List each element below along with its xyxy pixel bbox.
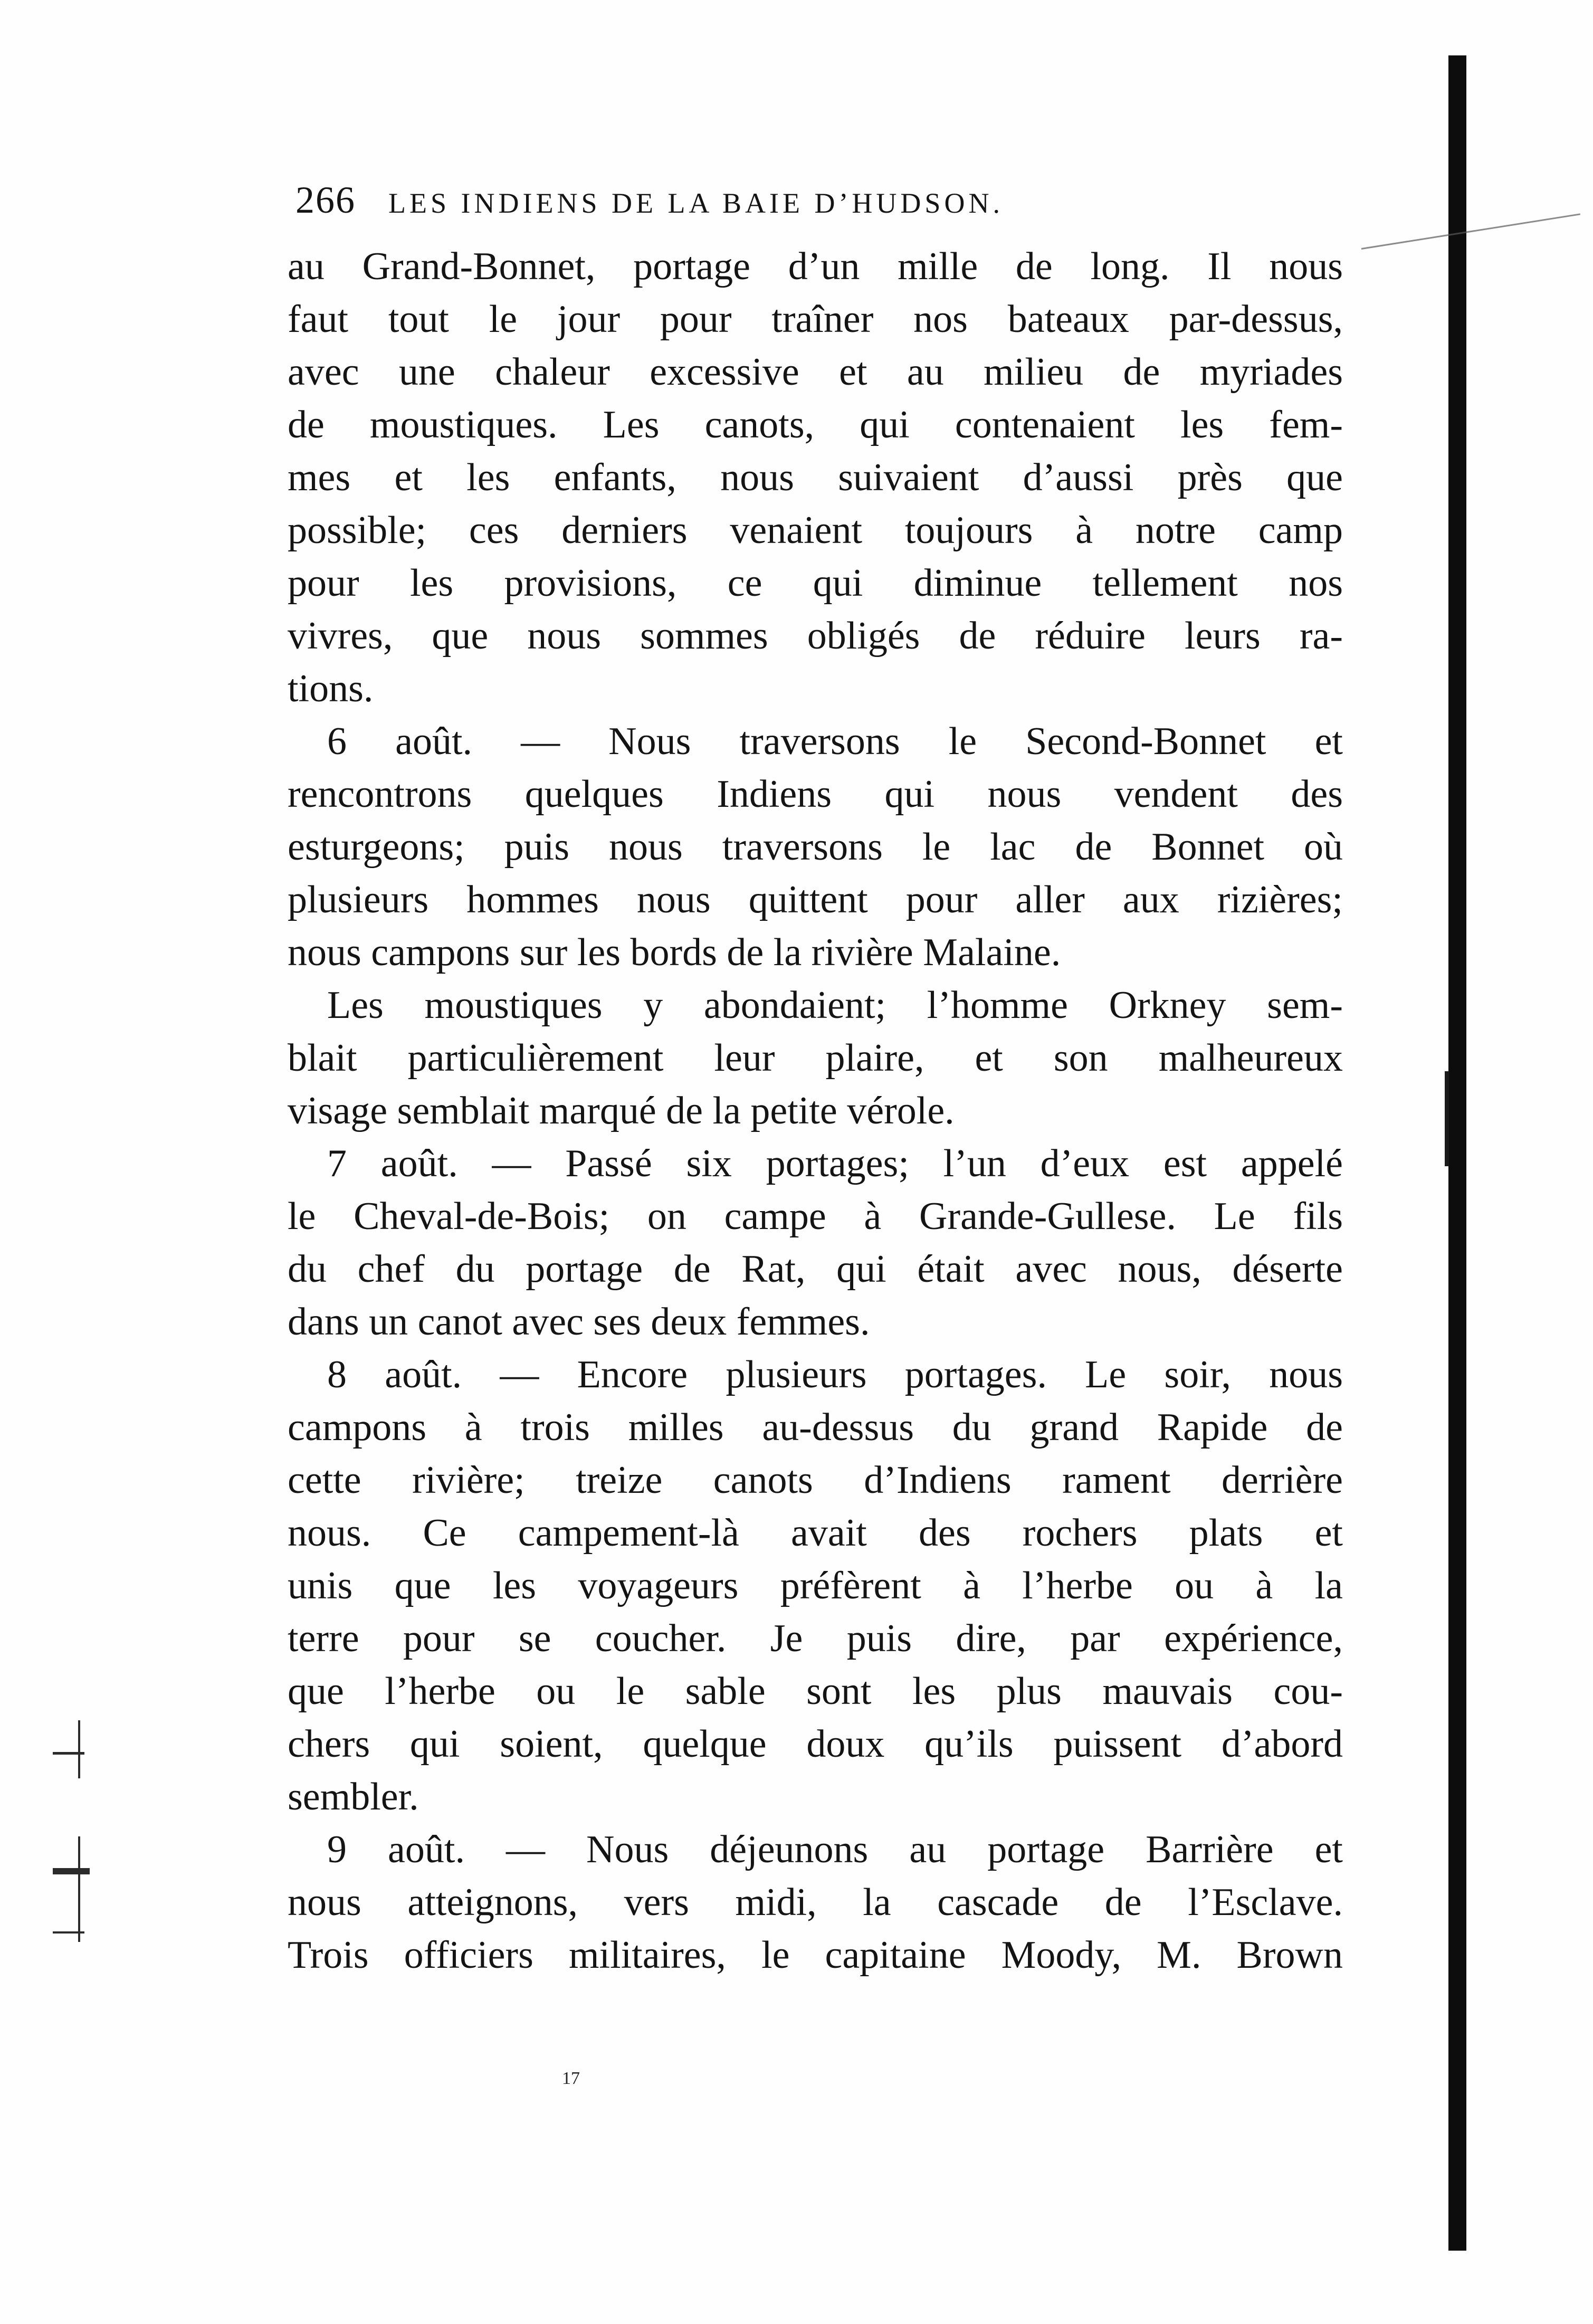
margin-mark bbox=[78, 1836, 80, 1942]
text-line: possible; ces derniers venaient toujours à notre camp bbox=[288, 509, 1343, 552]
text-line: blait particulièrement leur plaire, et son malheureux bbox=[288, 1036, 1343, 1080]
pencil-stroke bbox=[1361, 213, 1580, 250]
text-line: pour les provisions, ce qui diminue tellement nos bbox=[288, 561, 1343, 605]
text-line: tions. bbox=[288, 667, 374, 710]
text-line: unis que les voyageurs préfèrent à l’herbe ou à la bbox=[288, 1564, 1343, 1607]
text-line: Les moustiques y abondaient; l’homme Orkney sem- bbox=[327, 984, 1343, 1027]
text-line: au Grand-Bonnet, portage d’un mille de long. Il nous bbox=[288, 245, 1343, 288]
text-line: chers qui soient, quelque doux qu’ils puissent d’abord bbox=[288, 1722, 1343, 1766]
page-number: 266 bbox=[295, 179, 356, 221]
text-line: campons à trois milles au-dessus du grand Rapide de bbox=[288, 1406, 1343, 1449]
text-line: le Cheval-de-Bois; on campe à Grande-Gullese. Le fils bbox=[288, 1195, 1343, 1238]
margin-mark bbox=[53, 1868, 90, 1874]
signature-mark: 17 bbox=[562, 2069, 580, 2088]
text-line: nous atteignons, vers midi, la cascade de l’Esclave. bbox=[288, 1881, 1343, 1924]
margin-mark bbox=[78, 1720, 80, 1778]
text-line: 6 août. — Nous traversons le Second-Bonnet et bbox=[327, 720, 1343, 763]
text-line: mes et les enfants, nous suivaient d’aussi près que bbox=[288, 456, 1343, 499]
text-line: rencontrons quelques Indiens qui nous vendent des bbox=[288, 773, 1343, 816]
text-line: visage semblait marqué de la petite vérole. bbox=[288, 1089, 955, 1132]
text-line: 9 août. — Nous déjeunons au portage Barrière et bbox=[327, 1828, 1343, 1871]
text-line: vivres, que nous sommes obligés de réduire leurs ra- bbox=[288, 614, 1343, 658]
text-line: 7 août. — Passé six portages; l’un d’eux est appelé bbox=[327, 1142, 1343, 1185]
text-line: faut tout le jour pour traîner nos bateaux par-dessus, bbox=[288, 298, 1343, 341]
text-line: avec une chaleur excessive et au milieu de myriades bbox=[288, 350, 1343, 394]
binding-edge-mark bbox=[1445, 1071, 1449, 1166]
text-line: nous campons sur les bords de la rivière Malaine. bbox=[288, 931, 1061, 974]
text-line: 8 août. — Encore plusieurs portages. Le soir, nous bbox=[327, 1353, 1343, 1396]
body-text bbox=[288, 240, 1343, 1982]
text-line: Trois officiers militaires, le capitaine Moody, M. Brown bbox=[288, 1934, 1343, 1977]
text-line: de moustiques. Les canots, qui contenaient les fem- bbox=[288, 403, 1343, 446]
running-head bbox=[295, 178, 1150, 226]
text-line: dans un canot avec ses deux femmes. bbox=[288, 1300, 870, 1344]
binding-edge-shadow bbox=[1448, 55, 1466, 2251]
text-line: esturgeons; puis nous traversons le lac de Bonnet où bbox=[288, 825, 1343, 869]
text-line: terre pour se coucher. Je puis dire, par expérience, bbox=[288, 1617, 1343, 1660]
running-title: LES INDIENS DE LA BAIE D’HUDSON. bbox=[388, 187, 1004, 219]
text-line: plusieurs hommes nous quittent pour aller aux rizières; bbox=[288, 878, 1343, 921]
text-line: du chef du portage de Rat, qui était avec nous, déserte bbox=[288, 1247, 1343, 1291]
text-line: nous. Ce campement-là avait des rochers plats et bbox=[288, 1511, 1343, 1555]
text-line: cette rivière; treize canots d’Indiens rament derrière bbox=[288, 1459, 1343, 1502]
text-line: sembler. bbox=[288, 1775, 419, 1818]
text-line: que l’herbe ou le sable sont les plus mauvais cou- bbox=[288, 1670, 1343, 1713]
